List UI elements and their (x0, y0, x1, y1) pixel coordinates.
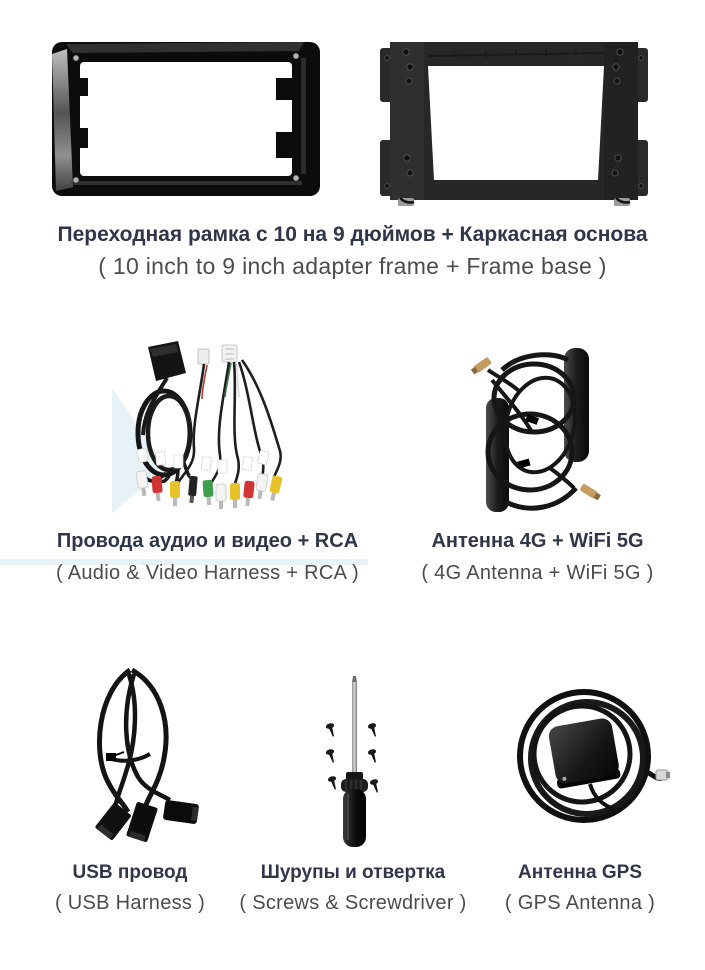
frames-title-en: ( 10 inch to 9 inch adapter frame + Frame base ) (98, 253, 607, 279)
usb-harness-image (78, 662, 203, 852)
antenna-title-en: ( 4G Antenna + WiFi 5G ) (421, 562, 654, 584)
gps-title-en: ( GPS Antenna ) (504, 892, 656, 914)
av-harness-image (112, 333, 312, 518)
adapter-frame-image (50, 40, 322, 198)
frame-base-image (376, 40, 652, 210)
antenna-4g-wifi-image (462, 340, 612, 518)
gps-title-ru: Антенна GPS (518, 862, 642, 883)
frames-title-ru: Переходная рамка с 10 на 9 дюймов + Каркасная основа (57, 223, 648, 246)
usb-title-en: ( USB Harness ) (54, 892, 206, 914)
av-harness-title-en: ( Audio & Video Harness + RCA ) (56, 562, 359, 584)
screws-title-ru: Шурупы и отвертка (260, 862, 446, 883)
antenna-title-ru: Антенна 4G + WiFi 5G (431, 530, 644, 552)
usb-title-ru: USB провод (72, 862, 188, 883)
screws-screwdriver-image (315, 676, 395, 851)
gps-antenna-image (502, 678, 672, 838)
screws-title-en: ( Screws & Screwdriver ) (239, 892, 467, 914)
av-harness-title-ru: Провода аудио и видео + RCA (56, 530, 359, 552)
